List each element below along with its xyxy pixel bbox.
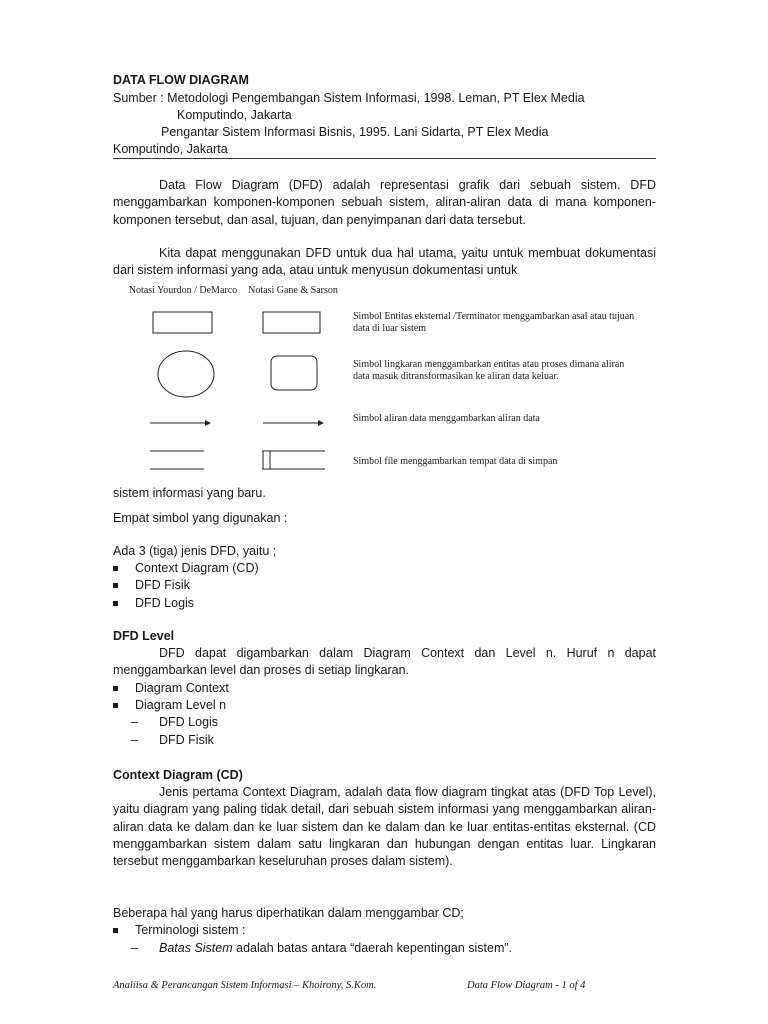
dfd-type-logis: DFD Logis [135, 596, 195, 610]
level-item-level-n: Diagram Level n [135, 698, 227, 712]
level-subitem-logis: DFD Logis [159, 715, 219, 729]
process-symbol-description: Simbol lingkaran menggambarkan entitas atau proses dimana aliran data masuk ditransformasikan ke aliran data keluar. [353, 359, 625, 382]
intro-paragraph-2-continued: sistem informasi yang baru. [113, 486, 266, 500]
yourdon-entity-rectangle [153, 312, 212, 333]
dfd-level-heading: DFD Level [113, 629, 175, 643]
dfd-symbols-drawing [113, 280, 353, 480]
intro-paragraph-2: Kita dapat menggunakan DFD untuk dua hal utama, yaitu untuk membuat dokumentasi dari sistem informasi yang ada, atau untuk menyusun dokumentasi untuk [113, 246, 656, 278]
flow-symbol-description: Simbol aliran data menggambarkan aliran data [353, 413, 540, 424]
level-subitem-fisik: DFD Fisik [159, 733, 214, 747]
sub-list-item: – DFD Fisik [131, 732, 138, 749]
header-rule [113, 158, 656, 159]
sub-list-item: – DFD Logis [131, 714, 138, 731]
source-line-4: Komputindo, Jakarta [113, 142, 228, 156]
source-line-3: Pengantar Sistem Informasi Bisnis, 1995. Lani Sidarta, PT Elex Media [161, 125, 549, 139]
gane-sarson-header: Notasi Gane & Sarson [248, 285, 338, 296]
yourdon-arrowhead [205, 420, 211, 426]
source-line-2: Komputindo, Jakarta [177, 108, 292, 122]
document-title: DATA FLOW DIAGRAM [113, 73, 249, 87]
batas-sistem-definition: adalah batas antara “daerah kepentingan sistem”. [232, 941, 512, 955]
dfd-symbols-figure [113, 280, 658, 480]
sub-list-item: – Batas Sistem adalah batas antara “daerah kepentingan sistem”. [131, 941, 512, 955]
dfd-type-fisik: DFD Fisik [135, 578, 190, 592]
dfd-type-context: Context Diagram (CD) [135, 561, 259, 575]
footer-left: Analiisa & Perancangan Sistem Informasi – Khoirony, S.Kom. [113, 980, 377, 991]
symbols-intro: Empat simbol yang digunakan : [113, 511, 288, 525]
yourdon-demarco-header: Notasi Yourdon / DeMarco [128, 285, 238, 296]
entity-symbol-description: Simbol Entitas eksternal /Terminator menggambarkan asal atau tujuan data di luar sistem [353, 311, 635, 334]
dfd-types-intro: Ada 3 (tiga) jenis DFD, yaitu ; [113, 544, 277, 558]
gane-arrowhead [318, 420, 324, 426]
gane-entity-rectangle [263, 312, 320, 333]
dfd-level-paragraph: DFD dapat digambarkan dalam Diagram Context dan Level n. Huruf n dapat menggambarkan level dan proses di setiap lingkaran. [113, 646, 656, 678]
store-symbol-description: Simbol file menggambarkan tempat data di simpan [353, 456, 558, 467]
cd-terminology-item: Terminologi sistem : [135, 923, 246, 937]
yourdon-process-circle [158, 351, 214, 397]
context-diagram-heading: Context Diagram (CD) [113, 768, 243, 782]
level-item-context: Diagram Context [135, 681, 229, 695]
footer-page-number: Data Flow Diagram - 1 of 4 [467, 980, 586, 991]
intro-paragraph-1: Data Flow Diagram (DFD) adalah representasi grafik dari sebuah sistem. DFD menggambarkan komponen-komponen sebuah sistem, aliran-aliran data di mana komponen-komponen tersebut, dan asal, tujuan, dan penyimpanan dari data tersebut. [113, 178, 656, 227]
source-line-1: Sumber : Metodologi Pengembangan Sistem Informasi, 1998. Leman, PT Elex Media [113, 91, 585, 105]
context-diagram-paragraph: Jenis pertama Context Diagram, adalah data flow diagram tingkat atas (DFD Top Level), yaitu diagram yang paling tidak detail, dari sebuah sistem informasi yang menggambarkan aliran-aliran data ke dalam dan ke luar sistem dan ke dalam dan ke luar entitas-entitas eksternal. (CD menggambarkan sistem dalam satu lingkaran dan hubungan dengan entitas luar. Lingkaran tersebut menggambarkan keseluruhan proses dalam sistem). [113, 785, 656, 869]
batas-sistem-term: Batas Sistem [159, 941, 233, 955]
gane-process-rounded-rect [271, 356, 317, 390]
cd-notes-intro: Beberapa hal yang harus diperhatikan dalam menggambar CD; [113, 906, 464, 920]
